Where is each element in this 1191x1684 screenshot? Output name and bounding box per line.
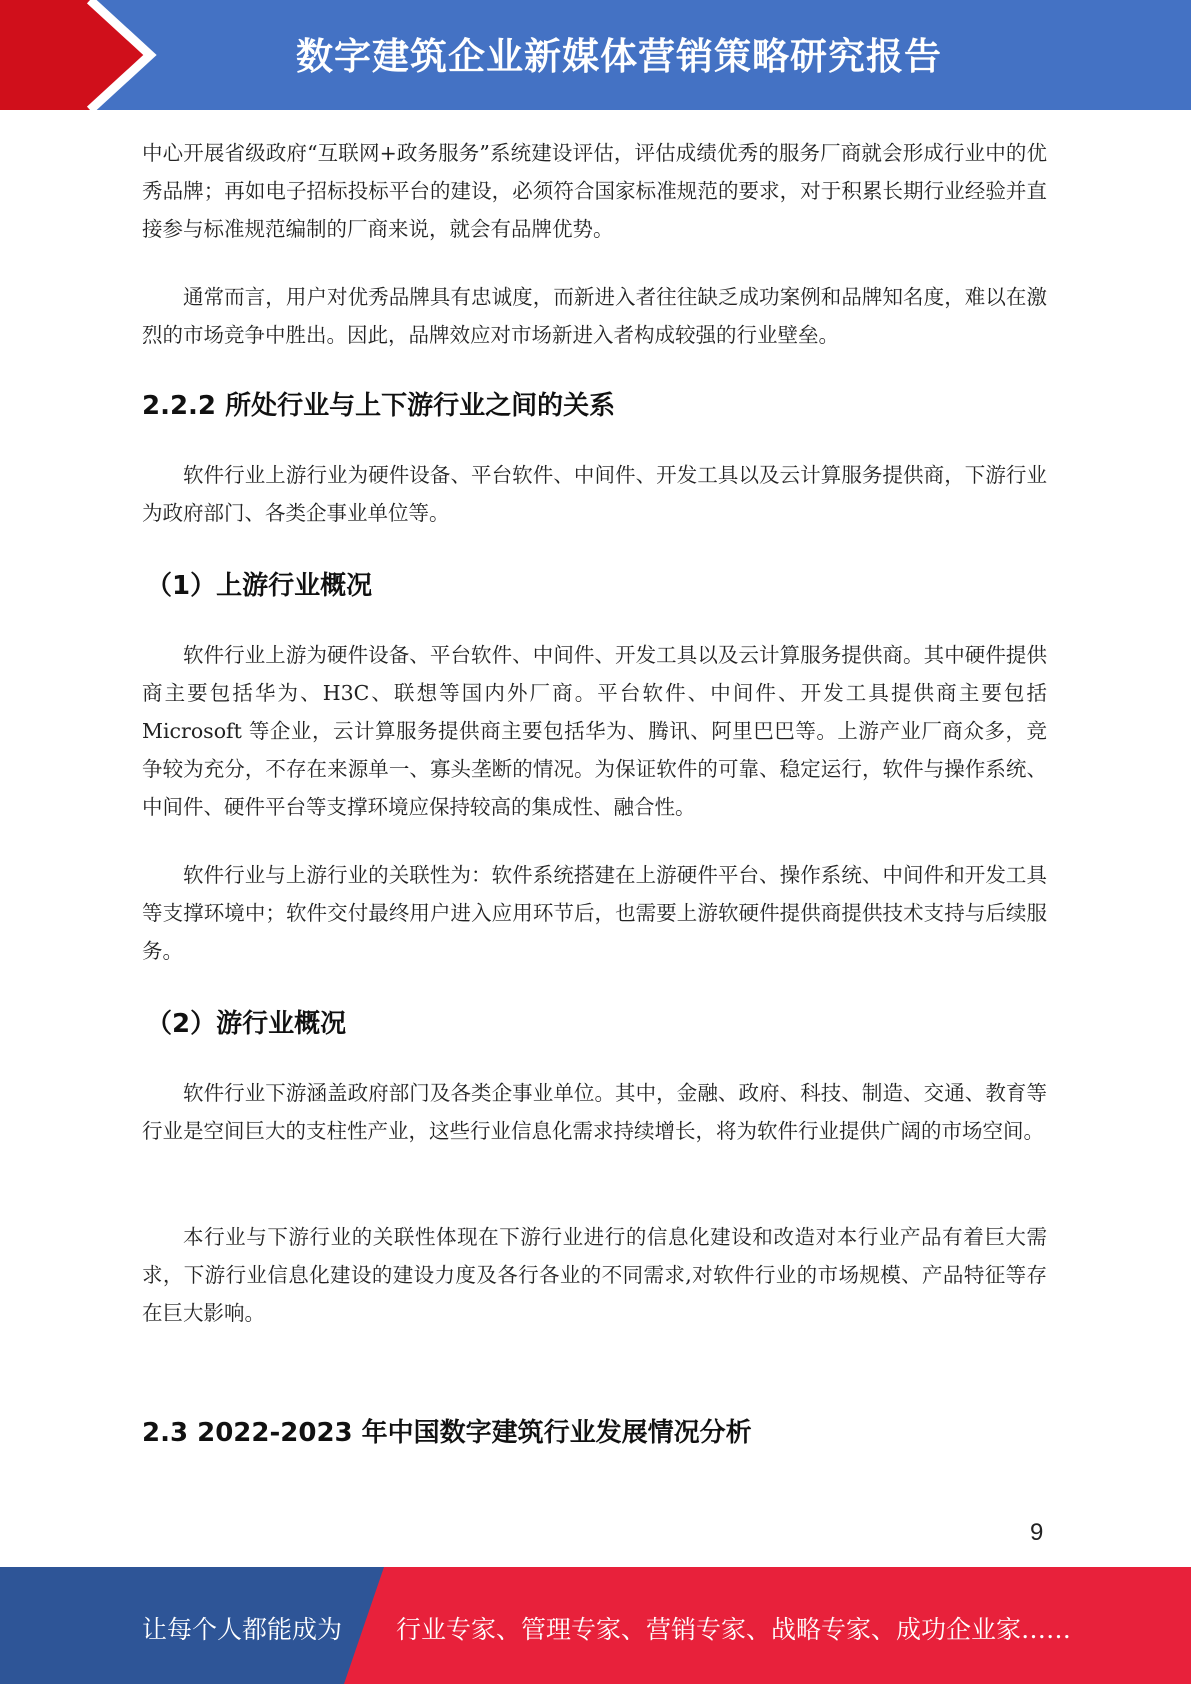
footer-slogan-left: 让每个人都能成为: [142, 1615, 343, 1644]
paragraph-brand-examples: 中心开展省级政府“互联网+政务服务”系统建设评估，评估成绩优秀的服务厂商就会形成行业中的优秀品牌；再如电子招标投标平台的建设，必须符合国家标准规范的要求，对于积累长期行业经验并直接参与标准规范编制的厂商来说，就会有品牌优势。: [142, 141, 1047, 241]
subheading-downstream: （2）游行业概况: [146, 1009, 347, 1039]
paragraph-brand-loyalty: 通常而言，用户对优秀品牌具有忠诚度，而新进入者往往缺乏成功案例和品牌知名度，难以在激烈的市场竞争中胜出。因此，品牌效应对市场新进入者构成较强的行业壁垒。: [142, 285, 1047, 347]
page-footer: [0, 1567, 1191, 1684]
page-header: [0, 0, 1191, 110]
header-arrow-decoration: [0, 0, 300, 110]
footer-slogan-right: 行业专家、管理专家、营销专家、战略专家、成功企业家……: [396, 1615, 1072, 1644]
section-heading-2-2-2: 2.2.2 所处行业与上下游行业之间的关系: [142, 391, 616, 421]
paragraph-upstream-relation: 软件行业与上游行业的关联性为：软件系统搭建在上游硬件平台、操作系统、中间件和开发工具等支撑环境中；软件交付最终用户进入应用环节后，也需要上游软硬件提供商提供技术支持与后续服务。: [142, 863, 1047, 963]
subheading-upstream: （1）上游行业概况: [146, 571, 373, 601]
section-heading-2-3: 2.3 2022-2023 年中国数字建筑行业发展情况分析: [142, 1418, 752, 1448]
report-title: 数字建筑企业新媒体营销策略研究报告: [296, 35, 942, 78]
paragraph-industry-chain: 软件行业上游行业为硬件设备、平台软件、中间件、开发工具以及云计算服务提供商，下游行业为政府部门、各类企事业单位等。: [142, 463, 1047, 525]
paragraph-downstream-overview: 软件行业下游涵盖政府部门及各类企事业单位。其中，金融、政府、科技、制造、交通、教育等行业是空间巨大的支柱性产业，这些行业信息化需求持续增长，将为软件行业提供广阔的市场空间。: [142, 1081, 1047, 1143]
page-number: 9: [1030, 1519, 1044, 1546]
paragraph-upstream-overview: 软件行业上游为硬件设备、平台软件、中间件、开发工具以及云计算服务提供商。其中硬件提供商主要包括华为、H3C、联想等国内外厂商。平台软件、中间件、开发工具提供商主要包括 Microsoft 等企业，云计算服务提供商主要包括华为、腾讯、阿里巴巴等。上游产业厂商众多，竞争较为充分，不存在来源单一、寡头垄断的情况。为保证软件的可靠、稳定运行，软件与操作系统、中间件、硬件平台等支撑环境应保持较高的集成性、融合性。: [142, 643, 1047, 819]
paragraph-downstream-relation: 本行业与下游行业的关联性体现在下游行业进行的信息化建设和改造对本行业产品有着巨大需求，下游行业信息化建设的建设力度及各行各业的不同需求,对软件行业的市场规模、产品特征等存在巨大影响。: [142, 1225, 1047, 1325]
